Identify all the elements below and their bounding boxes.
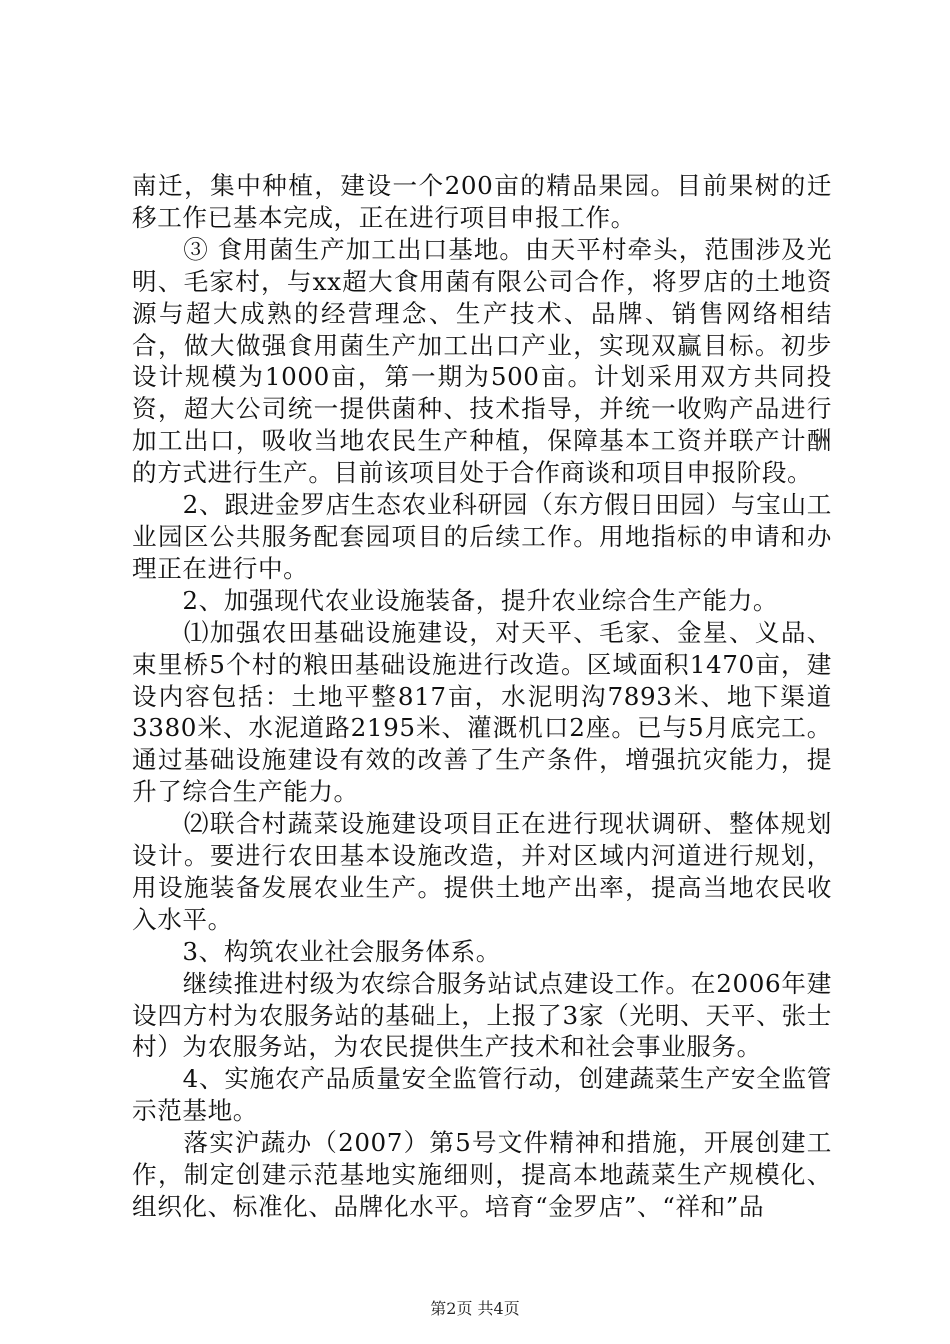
document-body: [132, 170, 832, 1223]
paragraph: 南迁，集中种植，建设一个200亩的精品果园。目前果树的迁移工作已基本完成，正在进行项目申报工作。: [132, 171, 832, 232]
paragraph: 继续推进村级为农综合服务站试点建设工作。在2006年建设四方村为农服务站的基础上，上报了3家（光明、天平、张士村）为农服务站，为农民提供生产技术和社会事业服务。: [132, 968, 832, 1062]
paragraph: 2、加强现代农业设施装备，提升农业综合生产能力。: [132, 585, 779, 615]
paragraph: ⑵联合村蔬菜设施建设项目正在进行现状调研、整体规划设计。要进行农田基本设施改造，并对区域内河道进行规划，用设施装备发展农业生产。提供土地产出率，提高当地农民收入水平。: [132, 809, 832, 934]
paragraph: 3、构筑农业社会服务体系。: [132, 936, 501, 966]
paragraph: 4、实施农产品质量安全监管行动，创建蔬菜生产安全监管示范基地。: [132, 1064, 832, 1126]
paragraph: 2、跟进金罗店生态农业科研园（东方假日田园）与宝山工业园区公共服务配套园项目的后续工作。用地指标的申请和办理正在进行中。: [132, 490, 832, 583]
page-footer: 第2页 共4页: [430, 1299, 520, 1318]
paragraph: ⑴加强农田基础设施建设，对天平、毛家、金星、义品、束里桥5个村的粮田基础设施进行改造。区域面积1470亩，建设内容包括：土地平整817亩，水泥明沟7893米、地下渠道3380米、水泥道路2195米、灌溉机口2座。已与5月底完工。通过基础设施建设有效的改善了生产条件，增强抗灾能力，提升了综合生产能力。: [132, 617, 832, 807]
paragraph: 落实沪蔬办（2007）第5号文件精神和措施，开展创建工作，制定创建示范基地实施细则，提高本地蔬菜生产规模化、组织化、标准化、品牌化水平。培育“金罗店”、“祥和”品: [132, 1128, 832, 1221]
paragraph: ③ 食用菌生产加工出口基地。由天平村牵头，范围涉及光明、毛家村，与xx超大食用菌有限公司合作，将罗店的土地资源与超大成熟的经营理念、生产技术、品牌、销售网络相结合，做大做强食用菌生产加工出口产业，实现双赢目标。初步设计规模为1000亩，第一期为500亩。计划采用双方共同投资，超大公司统一提供菌种、技术指导，并统一收购产品进行加工出口，吸收当地农民生产种植，保障基本工资并联产计酬的方式进行生产。目前该项目处于合作商谈和项目申报阶段。: [132, 234, 832, 488]
